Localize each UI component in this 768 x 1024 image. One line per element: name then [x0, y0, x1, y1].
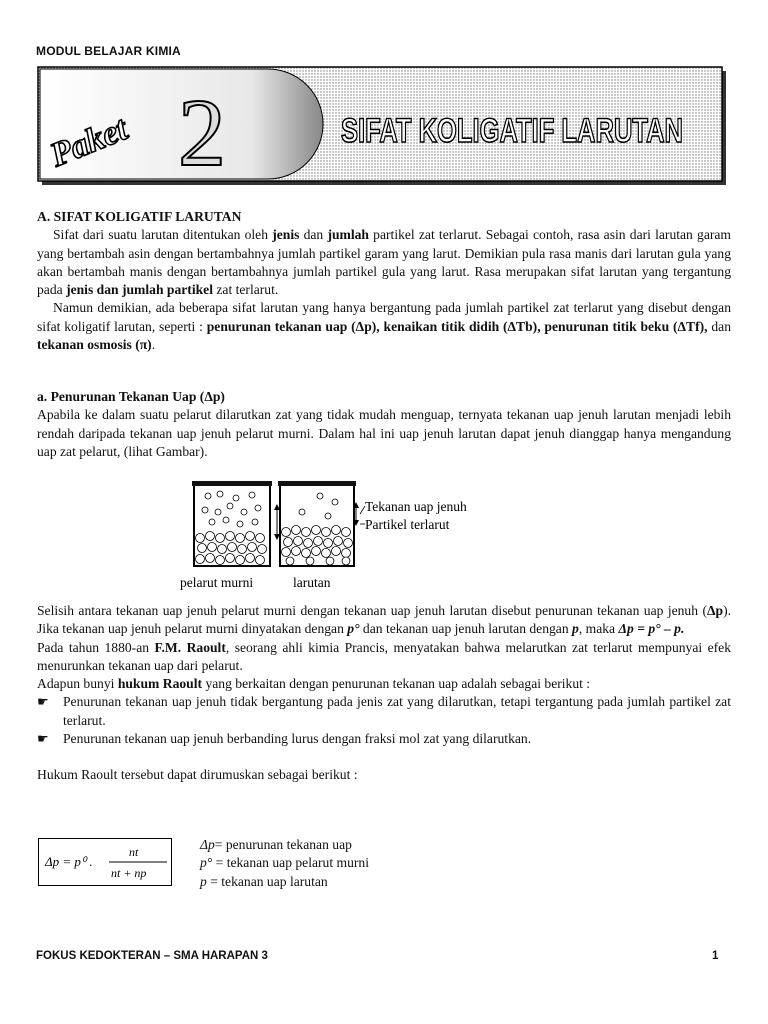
page-number: 1: [712, 950, 719, 962]
pointing-hand-icon: ☛: [37, 694, 49, 710]
raoult-formula-box: [38, 838, 172, 886]
footer-school: FOKUS KEDOKTERAN – SMA HARAPAN 3: [36, 950, 268, 962]
label-solute-particle: Partikel terlarut: [365, 517, 450, 532]
vapor-pressure-figure: [160, 476, 520, 594]
raoult-section: [37, 602, 731, 785]
definition-row: p° = tekanan uap pelarut murni: [200, 855, 370, 871]
chapter-banner: [38, 67, 728, 187]
subsection-a: [37, 388, 731, 461]
bullet-item-2: ☛ Penurunan tekanan uap jenuh berbanding lurus dengan fraksi mol zat yang dilarutkan.: [37, 730, 731, 748]
label-solution: larutan: [293, 575, 331, 590]
paragraph-raoult-law: Adapun bunyi hukum Raoult yang berkaitan dengan penurunan tekanan uap adalah sebagai berikut :: [37, 676, 591, 692]
formula-lhs: Δp = p⁰ .: [45, 854, 93, 869]
module-header: MODUL BELAJAR KIMIA: [36, 44, 181, 58]
label-pure-solvent: pelarut murni: [180, 575, 254, 590]
definition-row: Δp= penurunan tekanan uap: [200, 837, 352, 852]
banner-number: 2: [178, 79, 226, 186]
section-a-paragraph-1: Sifat dari suatu larutan ditentukan oleh jenis dan jumlah partikel zat terlarut. Sebagai contoh, rasa asin dari larutan garam yang bertambah asin dengan bertambahnya jumlah partikel garam yang larut. Demikian pula rasa manis dari larutan gula yang akan bertambah manis dengan bertambahnya jumlah partikel gula yang larut. Rasa merupakan sifat larutan yang tergantung pada jenis dan jumlah partikel zat terlarut.: [37, 227, 732, 298]
paragraph-formula-intro: Hukum Raoult tersebut dapat dirumuskan sebagai berikut :: [37, 767, 358, 783]
bullet-item-1: ☛ Penurunan tekanan uap jenuh tidak bergantung pada jenis zat yang dilarutkan, tetapi tergantung pada jumlah partikel zat terlarut.: [37, 694, 731, 728]
paragraph-raoult-history: Pada tahun 1880-an F.M. Raoult, seorang ahli kimia Prancis, menyatakan bahwa melarutkan zat terlarut mempunyai efek menurunkan tekanan uap dari pelarut.: [37, 639, 731, 673]
section-a-paragraph-2: Namun demikian, ada beberapa sifat larutan yang hanya bergantung pada jumlah partikel zat terlarut yang disebut dengan sifat koligatif larutan, seperti : penurunan tekanan uap (Δp), kenaikan titik didih (ΔTb), penurunan titik beku (ΔTf), dan tekanan osmosis (π).: [37, 300, 732, 353]
pointing-hand-icon: ☛: [37, 731, 49, 747]
formula-denominator: nt + np: [111, 866, 147, 880]
section-a: [37, 208, 731, 354]
formula-definitions: [200, 836, 369, 891]
label-vapor-pressure: Tekanan uap jenuh: [365, 499, 467, 514]
subsection-paragraph: Apabila ke dalam suatu pelarut dilarutkan zat yang tidak mudah menguap, ternyata tekanan uap jenuh larutan menjadi lebih rendah daripada tekanan uap jenuh pelarut murni. Dalam hal ini uap jenuh larutan dapat jenuh dianggap hanya mengandung uap zat pelarut, (lihat Gambar).: [37, 407, 731, 459]
banner-paket: Paket: [45, 110, 133, 175]
subsection-heading: a. Penurunan Tekanan Uap (Δp): [37, 389, 225, 404]
formula-numerator: nt: [129, 845, 139, 859]
banner-title: SIFAT KOLIGATIF LARUTAN: [341, 112, 683, 150]
paragraph-delta-p: Selisih antara tekanan uap jenuh pelarut murni dengan tekanan uap jenuh larutan disebut penurunan tekanan uap jenuh (Δp). Jika tekanan uap jenuh pelarut murni dinyatakan dengan p° dan tekanan uap jenuh larutan dengan p, maka Δp = p° – p.: [37, 603, 731, 637]
definition-row: p = tekanan uap larutan: [200, 873, 328, 889]
section-a-heading: A. SIFAT KOLIGATIF LARUTAN: [37, 209, 242, 224]
